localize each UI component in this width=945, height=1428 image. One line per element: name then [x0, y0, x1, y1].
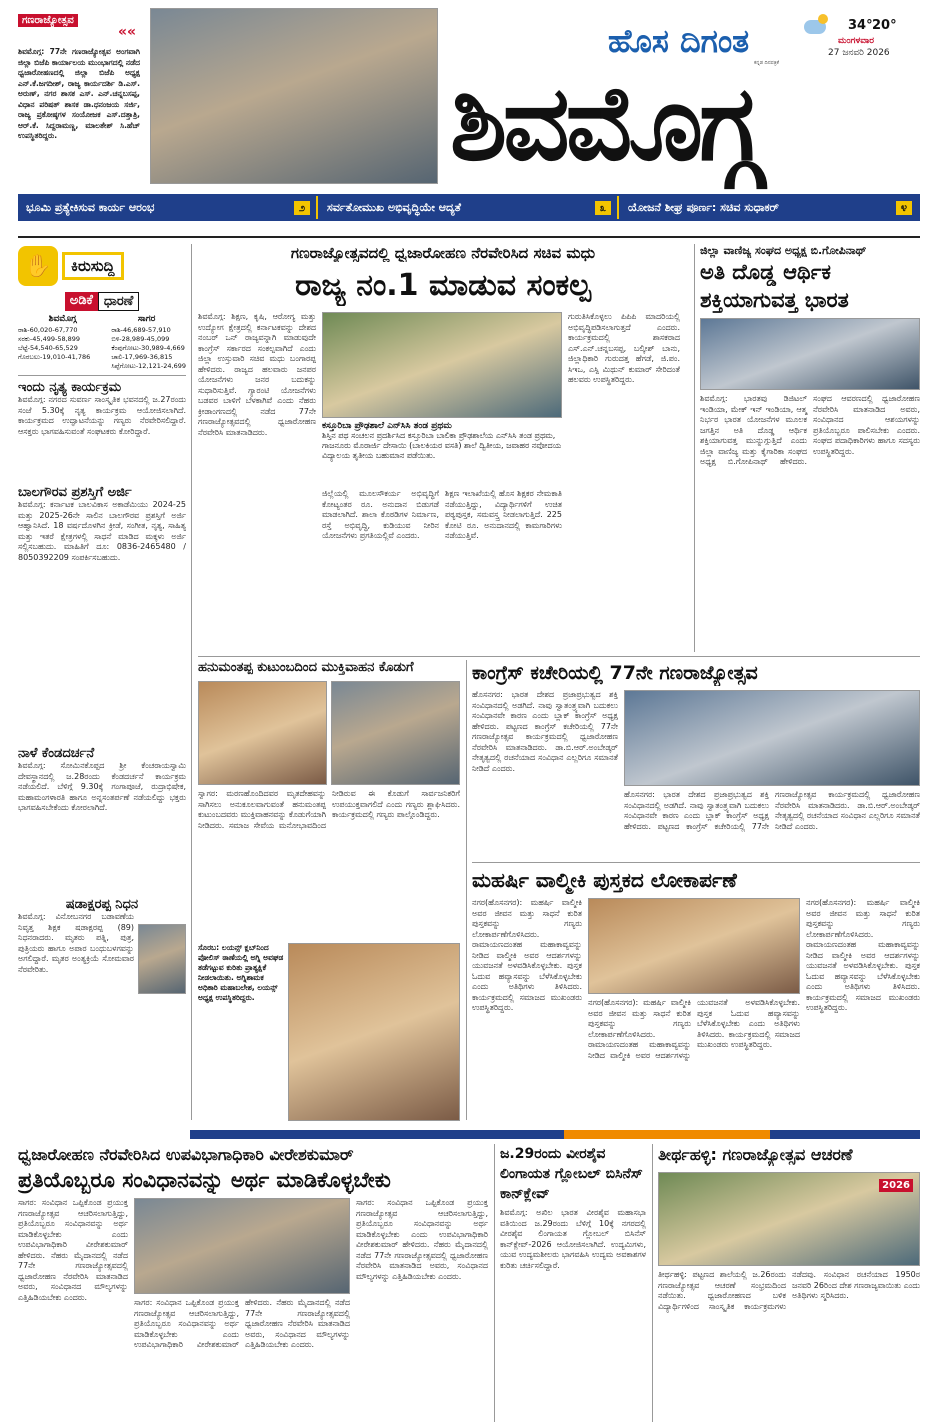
market-col-sagar: ಸಾಗರ — [137, 314, 156, 324]
teaser-item[interactable] — [321, 196, 619, 219]
chevron-icon: «« — [118, 24, 137, 40]
right-top-kicker: ಜಿಲ್ಲಾ ವಾಣಿಜ್ಯ ಸಂಘದ ಅಧ್ಯಕ್ಷ ಬಿ.ಗೋಪಿನಾಥ್ — [700, 244, 867, 257]
brand-tagline: ಕನ್ನಡ ದಿನಪತ್ರಿಕೆ — [754, 60, 780, 66]
lead-body-col2: ಜಿಲ್ಲೆಯಲ್ಲಿ ಮೂಲಸೌಕರ್ಯ ಅಭಿವೃದ್ಧಿಗೆ ಕೋಟ್ಯಂತರ ರೂ. ಅನುದಾನ ಬಿಡುಗಡೆ ಮಾಡಲಾಗಿದೆ. ಶಾಲಾ ಕೊಠಡಿಗಳ ನಿರ್ಮಾಣ, ರಸ್ತೆ ಅಭಿವೃದ್ಧಿ, ಕುಡಿಯುವ ನೀರಿನ ಯೋಜನೆಗಳು ಪ್ರಗತಿಯಲ್ಲಿವೆ ಎಂದರು. — [322, 489, 439, 540]
logo-label: ಕಿರುಸುದ್ದಿ — [62, 252, 124, 280]
sidebar-item-body: ಶಿವಮೊಗ್ಗ: ವಿನೋಬನಗರ ಬಡಾವಣೆಯ ನಿವೃತ್ತ ಶಿಕ್ಷಕ ಷಡಾಕ್ಷರಪ್ಪ (89) ನಿಧನರಾದರು. ಮೃತರು ಪತ್ನಿ, ಪುತ್ರ, ಪುತ್ರಿಯರು ಹಾಗೂ ಅಪಾರ ಬಂಧುಬಳಗವನ್ನು ಅಗಲಿದ್ದಾರೆ. ಮೃತರ ಅಂತ್ಯಕ್ರಿಯೆ ಸೋಮವಾರ ನೆರವೇರಿತು. — [18, 912, 134, 974]
sidebar-item-body: ಶಿವಮೊಗ್ಗ: ಸೋಮಿನಕೊಪ್ಪದ ಶ್ರೀ ಕೆಂಚರಾಯಸ್ವಾಮಿ ದೇವಸ್ಥಾನದಲ್ಲಿ ಜ.28ರಂದು ಕೆಂಡದರ್ಚನೆ ಕಾರ್ಯಕ್ರಮ ನಡೆಯಲಿದೆ. ಬೆಳಿಗ್ಗೆ 9.30ಕ್ಕೆ ಗಂಗಾಪೂಜೆ, ರುದ್ರಾಭಿಷೇಕ, ಮಹಾಮಂಗಳಾರತಿ ಹಾಗೂ ಅನ್ನಸಂತರ್ಪಣೆ ನಡೆಯಲಿದ್ದು ಭಕ್ತರು ಭಾಗವಹಿಸಬೇಕೆಂದು ಕೋರಲಾಗಿದೆ. — [18, 761, 186, 812]
lead-body-col4: ಗುರುತಿಸಿಕೊಳ್ಳಲು ಪಿಪಿಪಿ ಮಾದರಿಯಲ್ಲಿ ಅಭಿವೃದ್ಧಿಪಡಿಸಲಾಗುತ್ತದೆ ಎಂದರು. ಕಾರ್ಯಕ್ರಮದಲ್ಲಿ ಶಾಸಕರಾದ ಎಸ್.ಎನ್.ಚನ್ನಬಸಪ್ಪ, ಬಲ್ಕೀಶ್ ಬಾನು, ಜಿಲ್ಲಾಧಿಕಾರಿ ಗುರುದತ್ತ ಹೆಗಡೆ, ಜಿ.ಪಂ. ಸಿಇಒ, ಎಸ್ಪಿ ಮಿಥುನ್ ಕುಮಾರ್ ಸೇರಿದಂತೆ ಹಲವರು ಉಪಸ್ಥಿತರಿದ್ದರು. — [568, 312, 680, 384]
bottom-3-body: ತೀರ್ಥಹಳ್ಳಿ: ಪಟ್ಟಣದ ಶಾಲೆಯಲ್ಲಿ ಜ.26ರಂದು ಗಣರಾಜ್ಯೋತ್ಸವ ಆಚರಣೆ ಸಂಭ್ರಮದಿಂದ ನಡೆಯಿತು. ಧ್ವಜಾರೋಹಣದ ಬಳಿಕ ವಿದ್ಯಾರ್ಥಿಗಳಿಂದ ಸಾಂಸ್ಕೃತಿಕ ಕಾರ್ಯಕ್ರಮಗಳು ನಡೆದವು. ಸಂವಿಧಾನ ರಚನೆಯಾದ 1950ರ ಜನವರಿ 26ರಿಂದ ದೇಶ ಗಣರಾಜ್ಯವಾಯಿತು ಎಂದು ಅತಿಥಿಗಳು ಸ್ಮರಿಸಿದರು. — [658, 1270, 920, 1311]
teaser-item[interactable] — [20, 196, 318, 219]
right-top-headline-2: ಶಕ್ತಿಯಾಗುವತ್ತ ಭಾರತ — [700, 288, 849, 312]
mid-right-b-body-cont: ನಗರ(ಹೊಸನಗರ): ಮಹರ್ಷಿ ವಾಲ್ಮೀಕಿ ಅವರ ಜೀವನ ಮತ್ತು ಸಾಧನೆ ಕುರಿತ ಪುಸ್ತಕವನ್ನು ಗಣ್ಯರು ಲೋಕಾರ್ಪಣೆಗೊಳಿಸಿದರು. ರಾಮಾಯಣದಂತಹ ಮಹಾಕಾವ್ಯವನ್ನು ನೀಡಿದ ವಾಲ್ಮೀಕಿ ಅವರ ಆದರ್ಶಗಳನ್ನು ಯುವಜನತೆ ಅಳವಡಿಸಿಕೊಳ್ಳಬೇಕು. ಪುಸ್ತಕ ಓದುವ ಹವ್ಯಾಸವನ್ನು ಬೆಳೆಸಿಕೊಳ್ಳಬೇಕು ಎಂದು ಅತಿಥಿಗಳು ತಿಳಿಸಿದರು. ಕಾರ್ಯಕ್ರಮದಲ್ಲಿ ಸಮಾಜದ ಮುಖಂಡರು ಉಪಸ್ಥಿತರಿದ್ದರು. — [588, 998, 800, 1060]
divider — [472, 862, 920, 863]
obituary-portrait — [138, 924, 186, 994]
sidebar-item-head: ನಾಳೆ ಕೆಂಡದರ್ಚನೆ — [18, 746, 95, 761]
vehicle-donation-photo-2 — [331, 681, 460, 785]
right-top-headline-1: ಅತಿ ದೊಡ್ಡ ಆರ್ಥಿಕ — [700, 260, 831, 284]
temp-high: 34° — [848, 18, 873, 33]
section-tag-republic-day: ಗಣರಾಜ್ಯೋತ್ಸವ — [18, 14, 78, 27]
rates-sagar: ರಾಶಿ-46,689-57,910 ಬಿಳಿ-28,989-45,099 ಕೆಂಪುಗೋಟು-30,989-4,669 ಚಾಲಿ-17,969-36,815 ಸಿಪ್ಪೆಗೋಟು-12,121-24,699 — [111, 326, 186, 370]
sidebar — [18, 244, 186, 1124]
teaser-strip — [18, 194, 920, 221]
mid-left-headline: ಹನುಮಂತಪ್ಪ ಕುಟುಂಬದಿಂದ ಮುಕ್ತಿವಾಹನ ಕೊಡುಗೆ — [198, 660, 414, 675]
fire-demo-caption: ಸೊರಬ: ಲಯನ್ಸ್ ಕ್ಲಬ್‌ನಿಂದ ಪೋಲಿಸ್ ಠಾಣೆಯಲ್ಲಿ ಅಗ್ನಿ ಅವಘಡ ತಡೆಗಟ್ಟುವ ಕುರಿತು ಪ್ರಾತ್ಯಕ್ಷಿಕೆ ನೀಡಲಾಯಿತು. ಅಗ್ನಿಶಾಮಕ ಅಧಿಕಾರಿ ಮಹಾಬಲೇಶ, ಲಯನ್ಸ್ ಅಧ್ಯಕ್ಷ ಉಪಸ್ಥಿತರಿದ್ದರು. — [198, 943, 284, 1002]
ncc-team-photo — [322, 312, 562, 418]
kirusuddi-logo — [18, 244, 186, 288]
market-title-a: ಅಡಿಕೆ — [65, 292, 98, 311]
column-divider — [494, 1144, 495, 1422]
teaser-page: ೪ — [896, 201, 912, 215]
sidebar-item-head: ಬಾಲಗೌರವ ಪ್ರಶಸ್ತಿಗೆ ಅರ್ಜಿ — [18, 485, 132, 500]
teaser-item[interactable] — [622, 196, 918, 219]
divider — [18, 236, 920, 238]
sidebar-item-body: ಶಿವಮೊಗ್ಗ: ಕರ್ನಾಟಕ ಬಾಲವಿಕಾಸ ಅಕಾಡೆಮಿಯು 2024-25 ಮತ್ತು 2025-26ನೇ ಸಾಲಿನ ಬಾಲಗೌರವ ಪ್ರಶಸ್ತಿಗೆ ಅರ್ಜಿ ಆಹ್ವಾನಿಸಿದೆ. 18 ವರ್ಷದೊಳಗಿನ ಕ್ರೀಡೆ, ಸಂಗೀತ, ನೃತ್ಯ, ಸಾಹಿತ್ಯ ಮತ್ತು ಇತರೆ ಕ್ಷೇತ್ರಗಳಲ್ಲಿ ಸಾಧನೆ ಮಾಡಿದ ಮಕ್ಕಳು ಅರ್ಜಿ ಸಲ್ಲಿಸಬಹುದು. ಮಾಹಿತಿಗೆ ದೂ: 0836-2465480 / 8050392209 ಸಂಪರ್ಕಿಸಬಹುದು. — [18, 500, 186, 562]
teaser-page: ೨ — [294, 201, 310, 215]
lead-headline: ರಾಜ್ಯ ನಂ.1 ಮಾಡುವ ಸಂಕಲ್ಪ — [295, 268, 591, 303]
teaser-title: ಯೋಜನೆ ಶೀಘ್ರ ಪೂರ್ಣ: ಸಚಿವ ಸುಧಾಕರ್ — [628, 200, 779, 214]
bottom-story-3 — [658, 1144, 920, 1422]
congress-office-photo — [624, 690, 920, 786]
column-divider — [652, 1144, 653, 1422]
bottom-story-1 — [18, 1144, 488, 1422]
fire-demo-photo — [288, 943, 460, 1121]
bottom-1-body-side: ಸಾಗರ: ಸಂವಿಧಾನ ಒಪ್ಪಿಕೊಂಡ ಪ್ರಯುಕ್ತ ಗಣರಾಜ್ಯೋತ್ಸವ ಆಚರಿಸಲಾಗುತ್ತಿದ್ದು, ಪ್ರತಿಯೊಬ್ಬರೂ ಸಂವಿಧಾನವನ್ನು ಅರ್ಥ ಮಾಡಿಕೊಳ್ಳಬೇಕು ಎಂದು ಉಪವಿಭಾಗಾಧಿಕಾರಿ ವೀರೇಶಕುಮಾರ್ ಹೇಳಿದರು. ನೆಹರು ಮೈದಾನದಲ್ಲಿ ನಡೆದ 77ನೇ ಗಣರಾಜ್ಯೋತ್ಸವದಲ್ಲಿ ಧ್ವಜಾರೋಹಣ ನೆರವೇರಿಸಿ ಮಾತನಾಡಿದ ಅವರು, ಸಂವಿಧಾನದ ಮೌಲ್ಯಗಳನ್ನು ಎತ್ತಿಹಿಡಿಯಬೇಕು ಎಂದರು. — [356, 1198, 488, 1281]
sidebar-item-body: ಶಿವಮೊಗ್ಗ: ನಗರದ ಸುವರ್ಣ ಸಾಂಸ್ಕೃತಿಕ ಭವನದಲ್ಲಿ ಜ.27ರಂದು ಸಂಜೆ 5.30ಕ್ಕೆ ನೃತ್ಯ ಕಾರ್ಯಕ್ರಮ ಆಯೋಜಿಸಲಾಗಿದೆ. ಕಾರ್ಯಕ್ರಮದ ಉದ್ಘಾಟನೆಯನ್ನು ಗಣ್ಯರು ನೆರವೇರಿಸಲಿದ್ದಾರೆ. ಆಸಕ್ತರು ಭಾಗವಹಿಸುವಂತೆ ಸಂಘಟಕರು ಕೋರಿದ್ದಾರೆ. — [18, 395, 186, 436]
mid-right-story-b — [472, 866, 920, 1120]
photo-year-badge: 2026 — [879, 1179, 913, 1192]
bottom-story-2 — [500, 1144, 646, 1422]
brand-logo: ಹೊಸ ದಿಗಂತ — [608, 22, 750, 60]
sidebar-item-head: ಇಂದು ನೃತ್ಯ ಕಾರ್ಯಕ್ರಮ — [18, 380, 122, 395]
right-top-body: ಶಿವಮೊಗ್ಗ: ಭಾರತವು ಡಿಜಿಟಲ್ ಇಂಡಿಯಾ, ಮೇಕ್ ಇನ್ ಇಂಡಿಯಾ, ಆತ್ಮ ನಿರ್ಭರ ಭಾರತ ಯೋಜನೆಗಳ ಮೂಲಕ ಜಗತ್ತಿನ ಅತಿ ದೊಡ್ಡ ಆರ್ಥಿಕ ಶಕ್ತಿಯಾಗುವತ್ತ ಮುನ್ನುಗ್ಗುತ್ತಿದೆ ಎಂದು ಜಿಲ್ಲಾ ವಾಣಿಜ್ಯ ಮತ್ತು ಕೈಗಾರಿಕಾ ಸಂಘದ ಅಧ್ಯಕ್ಷ ಬಿ.ಗೋಪಿನಾಥ್ ಹೇಳಿದರು. ಸಂಘದ ಆವರಣದಲ್ಲಿ ಧ್ವಜಾರೋಹಣ ನೆರವೇರಿಸಿ ಮಾತನಾಡಿದ ಅವರು, ಸಂವಿಧಾನದ ಆಶಯಗಳನ್ನು ಪ್ರತಿಯೊಬ್ಬರೂ ಪಾಲಿಸಬೇಕು ಎಂದರು. ಸಂಘದ ಪದಾಧಿಕಾರಿಗಳು ಹಾಗೂ ಸದಸ್ಯರು ಉಪಸ್ಥಿತರಿದ್ದರು. — [700, 394, 920, 466]
market-col-shivamogga: ಶಿವಮೊಗ್ಗ — [48, 314, 77, 324]
section-color-bar — [190, 1130, 920, 1139]
bottom-2-headline: ಲಿಂಗಾಯತ ಗ್ಲೋಬಲ್ ಬಿಸಿನೆಸ್ ಕಾನ್‌ಕ್ಲೇವ್ — [500, 1166, 643, 1202]
mid-right-a-headline: ಕಾಂಗ್ರೆಸ್ ಕಚೇರಿಯಲ್ಲಿ 77ನೇ ಗಣರಾಜ್ಯೋತ್ಸವ — [472, 662, 758, 684]
mid-right-a-body-cont: ಹೊಸನಗರ: ಭಾರತ ದೇಶದ ಪ್ರಜಾಪ್ರಭುತ್ವದ ಶಕ್ತಿ ಸಂವಿಧಾನದಲ್ಲಿ ಅಡಗಿದೆ. ನಾವು ಸ್ವಾತಂತ್ರ್ಯವಾಗಿ ಬದುಕಲು ಸಂವಿಧಾನವೇ ಕಾರಣ ಎಂದು ಬ್ಲಾಕ್ ಕಾಂಗ್ರೆಸ್ ಅಧ್ಯಕ್ಷ ಹೇಳಿದರು. ಪಟ್ಟಣದ ಕಾಂಗ್ರೆಸ್ ಕಚೇರಿಯಲ್ಲಿ 77ನೇ ಗಣರಾಜ್ಯೋತ್ಸವ ಕಾರ್ಯಕ್ರಮದಲ್ಲಿ ಧ್ವಜಾರೋಹಣ ನೆರವೇರಿಸಿ ಮಾತನಾಡಿದರು. ಡಾ.ಬಿ.ಆರ್.ಅಂಬೇಡ್ಕರ್ ನೇತೃತ್ವದಲ್ಲಿ ರಚನೆಯಾದ ಸಂವಿಧಾನ ಎಲ್ಲರಿಗೂ ಸಮಾನತೆ ನೀಡಿದೆ ಎಂದರು. — [624, 790, 920, 831]
top-photo-caption-box — [18, 8, 140, 186]
teaser-page: ೩ — [595, 201, 611, 215]
mid-right-b-body: ನಗರ(ಹೊಸನಗರ): ಮಹರ್ಷಿ ವಾಲ್ಮೀಕಿ ಅವರ ಜೀವನ ಮತ್ತು ಸಾಧನೆ ಕುರಿತ ಪುಸ್ತಕವನ್ನು ಗಣ್ಯರು ಲೋಕಾರ್ಪಣೆಗೊಳಿಸಿದರು. ರಾಮಾಯಣದಂತಹ ಮಹಾಕಾವ್ಯವನ್ನು ನೀಡಿದ ವಾಲ್ಮೀಕಿ ಅವರ ಆದರ್ಶಗಳನ್ನು ಯುವಜನತೆ ಅಳವಡಿಸಿಕೊಳ್ಳಬೇಕು. ಪುಸ್ತಕ ಓದುವ ಹವ್ಯಾಸವನ್ನು ಬೆಳೆಸಿಕೊಳ್ಳಬೇಕು ಎಂದು ಅತಿಥಿಗಳು ತಿಳಿಸಿದರು. ಕಾರ್ಯಕ್ರಮದಲ್ಲಿ ಸಮಾಜದ ಮುಖಂಡರು ಉಪಸ್ಥಿತರಿದ್ದರು. — [472, 898, 582, 1012]
lead-kicker: ಗಣರಾಜ್ಯೋತ್ಸವದಲ್ಲಿ ಧ್ವಜಾರೋಹಣ ನೆರವೇರಿಸಿದ ಸಚಿವ ಮಧು — [290, 244, 596, 262]
divider — [198, 656, 920, 657]
sidebar-item-head: ಷಡಾಕ್ಷರಪ್ಪ ನಿಧನ — [65, 897, 139, 912]
book-release-photo — [588, 898, 800, 994]
lead-body-col1: ಶಿವಮೊಗ್ಗ: ಶಿಕ್ಷಣ, ಕೃಷಿ, ಆರೋಗ್ಯ ಮತ್ತು ಉದ್ಯೋಗ ಕ್ಷೇತ್ರದಲ್ಲಿ ಕರ್ನಾಟಕವನ್ನು ದೇಶದ ನಂಬರ್ ಒನ್ ರಾಜ್ಯವನ್ನಾಗಿ ಮಾಡುವುದೇ ಕಾಂಗ್ರೆಸ್ ಸರ್ಕಾರದ ಸಂಕಲ್ಪವಾಗಿದೆ ಎಂದು ಜಿಲ್ಲಾ ಉಸ್ತುವಾರಿ ಸಚಿವ ಮಧು ಬಂಗಾರಪ್ಪ ಹೇಳಿದರು. ರಾಜ್ಯದ ಹಲವಾರು ಜನಪರ ಯೋಜನೆಗಳು ಜನರ ಬದುಕನ್ನು ಸುಧಾರಿಸುತ್ತಿವೆ. ಗ್ಯಾರಂಟಿ ಯೋಜನೆಗಳು ಬಡವರ ಬಾಳಿಗೆ ಬೆಳಕಾಗಿವೆ ಎಂದು ನೆಹರು ಕ್ರೀಡಾಂಗಣದಲ್ಲಿ ನಡೆದ 77ನೇ ಗಣರಾಜ್ಯೋತ್ಸವದಲ್ಲಿ ಧ್ವಜಾರೋಹಣ ನೆರವೇರಿಸಿ ಮಾತನಾಡಿದರು. — [198, 312, 316, 437]
mid-right-b-body-side: ನಗರ(ಹೊಸನಗರ): ಮಹರ್ಷಿ ವಾಲ್ಮೀಕಿ ಅವರ ಜೀವನ ಮತ್ತು ಸಾಧನೆ ಕುರಿತ ಪುಸ್ತಕವನ್ನು ಗಣ್ಯರು ಲೋಕಾರ್ಪಣೆಗೊಳಿಸಿದರು. ರಾಮಾಯಣದಂತಹ ಮಹಾಕಾವ್ಯವನ್ನು ನೀಡಿದ ವಾಲ್ಮೀಕಿ ಅವರ ಆದರ್ಶಗಳನ್ನು ಯುವಜನತೆ ಅಳವಡಿಸಿಕೊಳ್ಳಬೇಕು. ಪುಸ್ತಕ ಓದುವ ಹವ್ಯಾಸವನ್ನು ಬೆಳೆಸಿಕೊಳ್ಳಬೇಕು ಎಂದು ಅತಿಥಿಗಳು ತಿಳಿಸಿದರು. ಕಾರ್ಯಕ್ರಮದಲ್ಲಿ ಸಮಾಜದ ಮುಖಂಡರು ಉಪಸ್ಥಿತರಿದ್ದರು. — [806, 898, 920, 1012]
mid-left-story — [198, 660, 460, 1120]
photo-caption: ಶಿಸ್ತಿನ ಪಥ ಸಂಚಲನ ಪ್ರದರ್ಶಿಸಿದ ಕಸ್ತೂರಿಬಾ ಬಾಲಿಕಾ ಪ್ರೌಢಶಾಲೆಯ ಎನ್‌ಸಿಸಿ ತಂಡ ಪ್ರಥಮ, ಗಾಜನೂರು ಮೊರಾರ್ಜಿ ದೇಸಾಯಿ (ಬಾಲಕಿಯರ ವಸತಿ) ಶಾಲೆ ದ್ವಿತೀಯ, ಜವಾಹರ ನವೋದಯ ವಿದ್ಯಾಲಯ ತೃತೀಯ ಬಹುಮಾನ ಪಡೆಯಿತು. — [322, 431, 562, 460]
bottom-2-body: ಶಿವಮೊಗ್ಗ: ಅಖಿಲ ಭಾರತ ವೀರಶೈವ ಮಹಾಸಭಾ ವತಿಯಿಂದ ಜ.29ರಂದು ಬೆಳಿಗ್ಗೆ 10ಕ್ಕೆ ನಗರದಲ್ಲಿ ವೀರಶೈವ ಲಿಂಗಾಯತ ಗ್ಲೋಬಲ್ ಬಿಸಿನೆಸ್ ಕಾನ್‌ಕ್ಲೇವ್-2026 ಆಯೋಜಿಸಲಾಗಿದೆ. ಉದ್ಯಮಿಗಳು, ಯುವ ಉದ್ಯಮಶೀಲರು ಭಾಗವಹಿಸಿ ಉದ್ಯಮ ಅವಕಾಶಗಳ ಕುರಿತು ಚರ್ಚಿಸಲಿದ್ದಾರೆ. — [500, 1208, 646, 1270]
column-divider — [191, 244, 192, 1120]
rates-shivamogga: ರಾಶಿ-60,020-67,770 ಸರಕು-45,499-58,899 ಬೆಟ್ಟೆ-54,540-65,529 ಗೊರಬಲು-19,010-41,786 — [18, 326, 91, 361]
bottom-1-kicker: ಧ್ವಜಾರೋಹಣ ನೆರವೇರಿಸಿದ ಉಪವಿಭಾಗಾಧಿಕಾರಿ ವೀರೇಶಕುಮಾರ್ — [18, 1145, 354, 1164]
mid-right-b-headline: ಮಹರ್ಷಿ ವಾಲ್ಮೀಕಿ ಪುಸ್ತಕದ ಲೋಕಾರ್ಪಣೆ — [472, 868, 737, 892]
weekday: ಮಂಗಳವಾರ — [838, 36, 875, 46]
bottom-2-kicker: ಜ.29ರಂದು ವೀರಶೈವ — [500, 1146, 606, 1162]
bottom-1-body-cont: ಸಾಗರ: ಸಂವಿಧಾನ ಒಪ್ಪಿಕೊಂಡ ಪ್ರಯುಕ್ತ ಗಣರಾಜ್ಯೋತ್ಸವ ಆಚರಿಸಲಾಗುತ್ತಿದ್ದು, ಪ್ರತಿಯೊಬ್ಬರೂ ಸಂವಿಧಾನವನ್ನು ಅರ್ಥ ಮಾಡಿಕೊಳ್ಳಬೇಕು ಎಂದು ಉಪವಿಭಾಗಾಧಿಕಾರಿ ವೀರೇಶಕುಮಾರ್ ಹೇಳಿದರು. ನೆಹರು ಮೈದಾನದಲ್ಲಿ ನಡೆದ 77ನೇ ಗಣರಾಜ್ಯೋತ್ಸವದಲ್ಲಿ ಧ್ವಜಾರೋಹಣ ನೆರವೇರಿಸಿ ಮಾತನಾಡಿದ ಅವರು, ಸಂವಿಧಾನದ ಮೌಲ್ಯಗಳನ್ನು ಎತ್ತಿಹಿಡಿಯಬೇಕು ಎಂದರು. — [134, 1298, 350, 1349]
issue-date: 27 ಜನವರಿ 2026 — [828, 48, 890, 58]
hand-icon: ✋ — [18, 246, 58, 286]
lead-story — [198, 244, 688, 652]
sagar-flag-photo — [134, 1198, 350, 1294]
temp-low: 20° — [872, 18, 897, 33]
chamber-of-commerce-photo — [700, 318, 920, 390]
column-divider — [694, 244, 695, 652]
bottom-3-headline: ತೀರ್ಥಹಳ್ಳಿ: ಗಣರಾಜ್ಯೋತ್ಸವ ಆಚರಣೆ — [658, 1145, 853, 1164]
column-divider — [466, 660, 467, 1120]
right-top-story — [700, 244, 920, 652]
city-name: ಶಿವಮೊಗ್ಗ — [450, 61, 758, 184]
tirthahalli-event-photo — [658, 1172, 920, 1266]
sun-icon — [818, 14, 828, 24]
photo-caption-head: ಕಸ್ತೂರಿಬಾ ಪ್ರೌಢಶಾಲೆ ಎನ್‌ಸಿಸಿ ತಂಡ ಪ್ರಥಮ — [322, 421, 452, 431]
teaser-title: ಭೂಮಿ ಪ್ರತ್ಯೇಕಿಸುವ ಕಾರ್ಯ ಆರಂಭ — [26, 200, 155, 214]
bottom-1-headline: ಪ್ರತಿಯೊಬ್ಬರೂ ಸಂವಿಧಾನವನ್ನು ಅರ್ಥ ಮಾಡಿಕೊಳ್ಳಬೇಕು — [18, 1168, 391, 1192]
market-title-b: ಧಾರಣೆ — [98, 292, 139, 311]
mid-right-story-a — [472, 660, 920, 858]
bjp-flag-hoisting-photo — [150, 8, 438, 184]
masthead — [450, 8, 920, 193]
bottom-1-body: ಸಾಗರ: ಸಂವಿಧಾನ ಒಪ್ಪಿಕೊಂಡ ಪ್ರಯುಕ್ತ ಗಣರಾಜ್ಯೋತ್ಸವ ಆಚರಿಸಲಾಗುತ್ತಿದ್ದು, ಪ್ರತಿಯೊಬ್ಬರೂ ಸಂವಿಧಾನವನ್ನು ಅರ್ಥ ಮಾಡಿಕೊಳ್ಳಬೇಕು ಎಂದು ಉಪವಿಭಾಗಾಧಿಕಾರಿ ವೀರೇಶಕುಮಾರ್ ಹೇಳಿದರು. ನೆಹರು ಮೈದಾನದಲ್ಲಿ ನಡೆದ 77ನೇ ಗಣರಾಜ್ಯೋತ್ಸವದಲ್ಲಿ ಧ್ವಜಾರೋಹಣ ನೆರವೇರಿಸಿ ಮಾತನಾಡಿದ ಅವರು, ಸಂವಿಧಾನದ ಮೌಲ್ಯಗಳನ್ನು ಎತ್ತಿಹಿಡಿಯಬೇಕು ಎಂದರು. — [18, 1198, 128, 1302]
teaser-title: ಸರ್ವತೋಮುಖ ಅಭಿವೃದ್ಧಿಯೇ ಆದ್ಯತೆ — [327, 200, 461, 214]
lead-body-col3: ಶಿಕ್ಷಣ ಇಲಾಖೆಯಲ್ಲಿ ಹೊಸ ಶಿಕ್ಷಕರ ನೇಮಕಾತಿ ನಡೆಯುತ್ತಿದ್ದು, ವಿದ್ಯಾರ್ಥಿಗಳಿಗೆ ಉಚಿತ ಪಠ್ಯಪುಸ್ತಕ, ಸಮವಸ್ತ್ರ ನೀಡಲಾಗುತ್ತಿದೆ. 225 ಕೋಟಿ ರೂ. ಅನುದಾನದಲ್ಲಿ ಕಾಮಗಾರಿಗಳು ನಡೆಯುತ್ತಿವೆ. — [445, 489, 562, 540]
vehicle-donation-photo-1 — [198, 681, 327, 785]
mid-right-a-body: ಹೊಸನಗರ: ಭಾರತ ದೇಶದ ಪ್ರಜಾಪ್ರಭುತ್ವದ ಶಕ್ತಿ ಸಂವಿಧಾನದಲ್ಲಿ ಅಡಗಿದೆ. ನಾವು ಸ್ವಾತಂತ್ರ್ಯವಾಗಿ ಬದುಕಲು ಸಂವಿಧಾನವೇ ಕಾರಣ ಎಂದು ಬ್ಲಾಕ್ ಕಾಂಗ್ರೆಸ್ ಅಧ್ಯಕ್ಷ ಹೇಳಿದರು. ಪಟ್ಟಣದ ಕಾಂಗ್ರೆಸ್ ಕಚೇರಿಯಲ್ಲಿ 77ನೇ ಗಣರಾಜ್ಯೋತ್ಸವ ಕಾರ್ಯಕ್ರಮದಲ್ಲಿ ಧ್ವಜಾರೋಹಣ ನೆರವೇರಿಸಿ ಮಾತನಾಡಿದರು. ಡಾ.ಬಿ.ಆರ್.ಅಂಬೇಡ್ಕರ್ ನೇತೃತ್ವದಲ್ಲಿ ರಚನೆಯಾದ ಸಂವಿಧಾನ ಎಲ್ಲರಿಗೂ ಸಮಾನತೆ ನೀಡಿದೆ ಎಂದರು. — [472, 690, 618, 773]
top-photo-caption: ಶಿವಮೊಗ್ಗ: 77ನೇ ಗಣರಾಜ್ಯೋತ್ಸವ ಅಂಗವಾಗಿ ಜಿಲ್ಲಾ ಬಿಜೆಪಿ ಕಾರ್ಯಾಲಯ ಮುಂಭಾಗದಲ್ಲಿ ನಡೆದ ಧ್ವಜಾರೋಹಣದಲ್ಲಿ ಜಿಲ್ಲಾ ಬಿಜೆಪಿ ಅಧ್ಯಕ್ಷ ಎನ್.ಕೆ.ಜಗದೀಶ್, ರಾಜ್ಯ ಕಾರ್ಯದರ್ಶಿ ಡಿ.ಎಸ್. ಅರುಣ್, ನಗರ ಶಾಸಕ ಎಸ್. ಎನ್.ಚನ್ನಬಸಪ್ಪ, ವಿಧಾನ ಪರಿಷತ್ ಶಾಸಕ ಡಾ.ಧನಂಜಯ ಸರ್ಜಿ, ರಾಜ್ಯ ಪ್ರಕೋಷ್ಠಗಳ ಸಂಯೋಜಕ ಎಸ್.ದತ್ತಾತ್ರಿ, ಆರ್.ಕೆ. ಸಿದ್ದರಾಮಣ್ಣ, ಮಾಲತೇಶ್ ಸಿ.ಹೆಚ್ ಉಪಸ್ಥಿತರಿದ್ದರು. — [18, 47, 140, 140]
mid-left-body: ಸ್ವಾಗರ: ಮರಣಹೊಂದಿದವರ ಮೃತದೇಹವನ್ನು ಸಾಗಿಸಲು ಅನುಕೂಲವಾಗುವಂತೆ ಹನುಮಂತಪ್ಪ ಕುಟುಂಬದವರು ಮುಕ್ತಿವಾಹನವನ್ನು ಕೊಡುಗೆಯಾಗಿ ನೀಡಿದರು. ಸಮಾಜ ಸೇವೆಯ ಮನೋಭಾವದಿಂದ ನೀಡಿರುವ ಈ ಕೊಡುಗೆ ಸಾರ್ವಜನಿಕರಿಗೆ ಉಪಯುಕ್ತವಾಗಲಿದೆ ಎಂದು ಗಣ್ಯರು ಶ್ಲಾಘಿಸಿದರು. ಕಾರ್ಯಕ್ರಮದಲ್ಲಿ ಗಣ್ಯರು ಪಾಲ್ಗೊಂಡಿದ್ದರು. — [198, 789, 460, 830]
